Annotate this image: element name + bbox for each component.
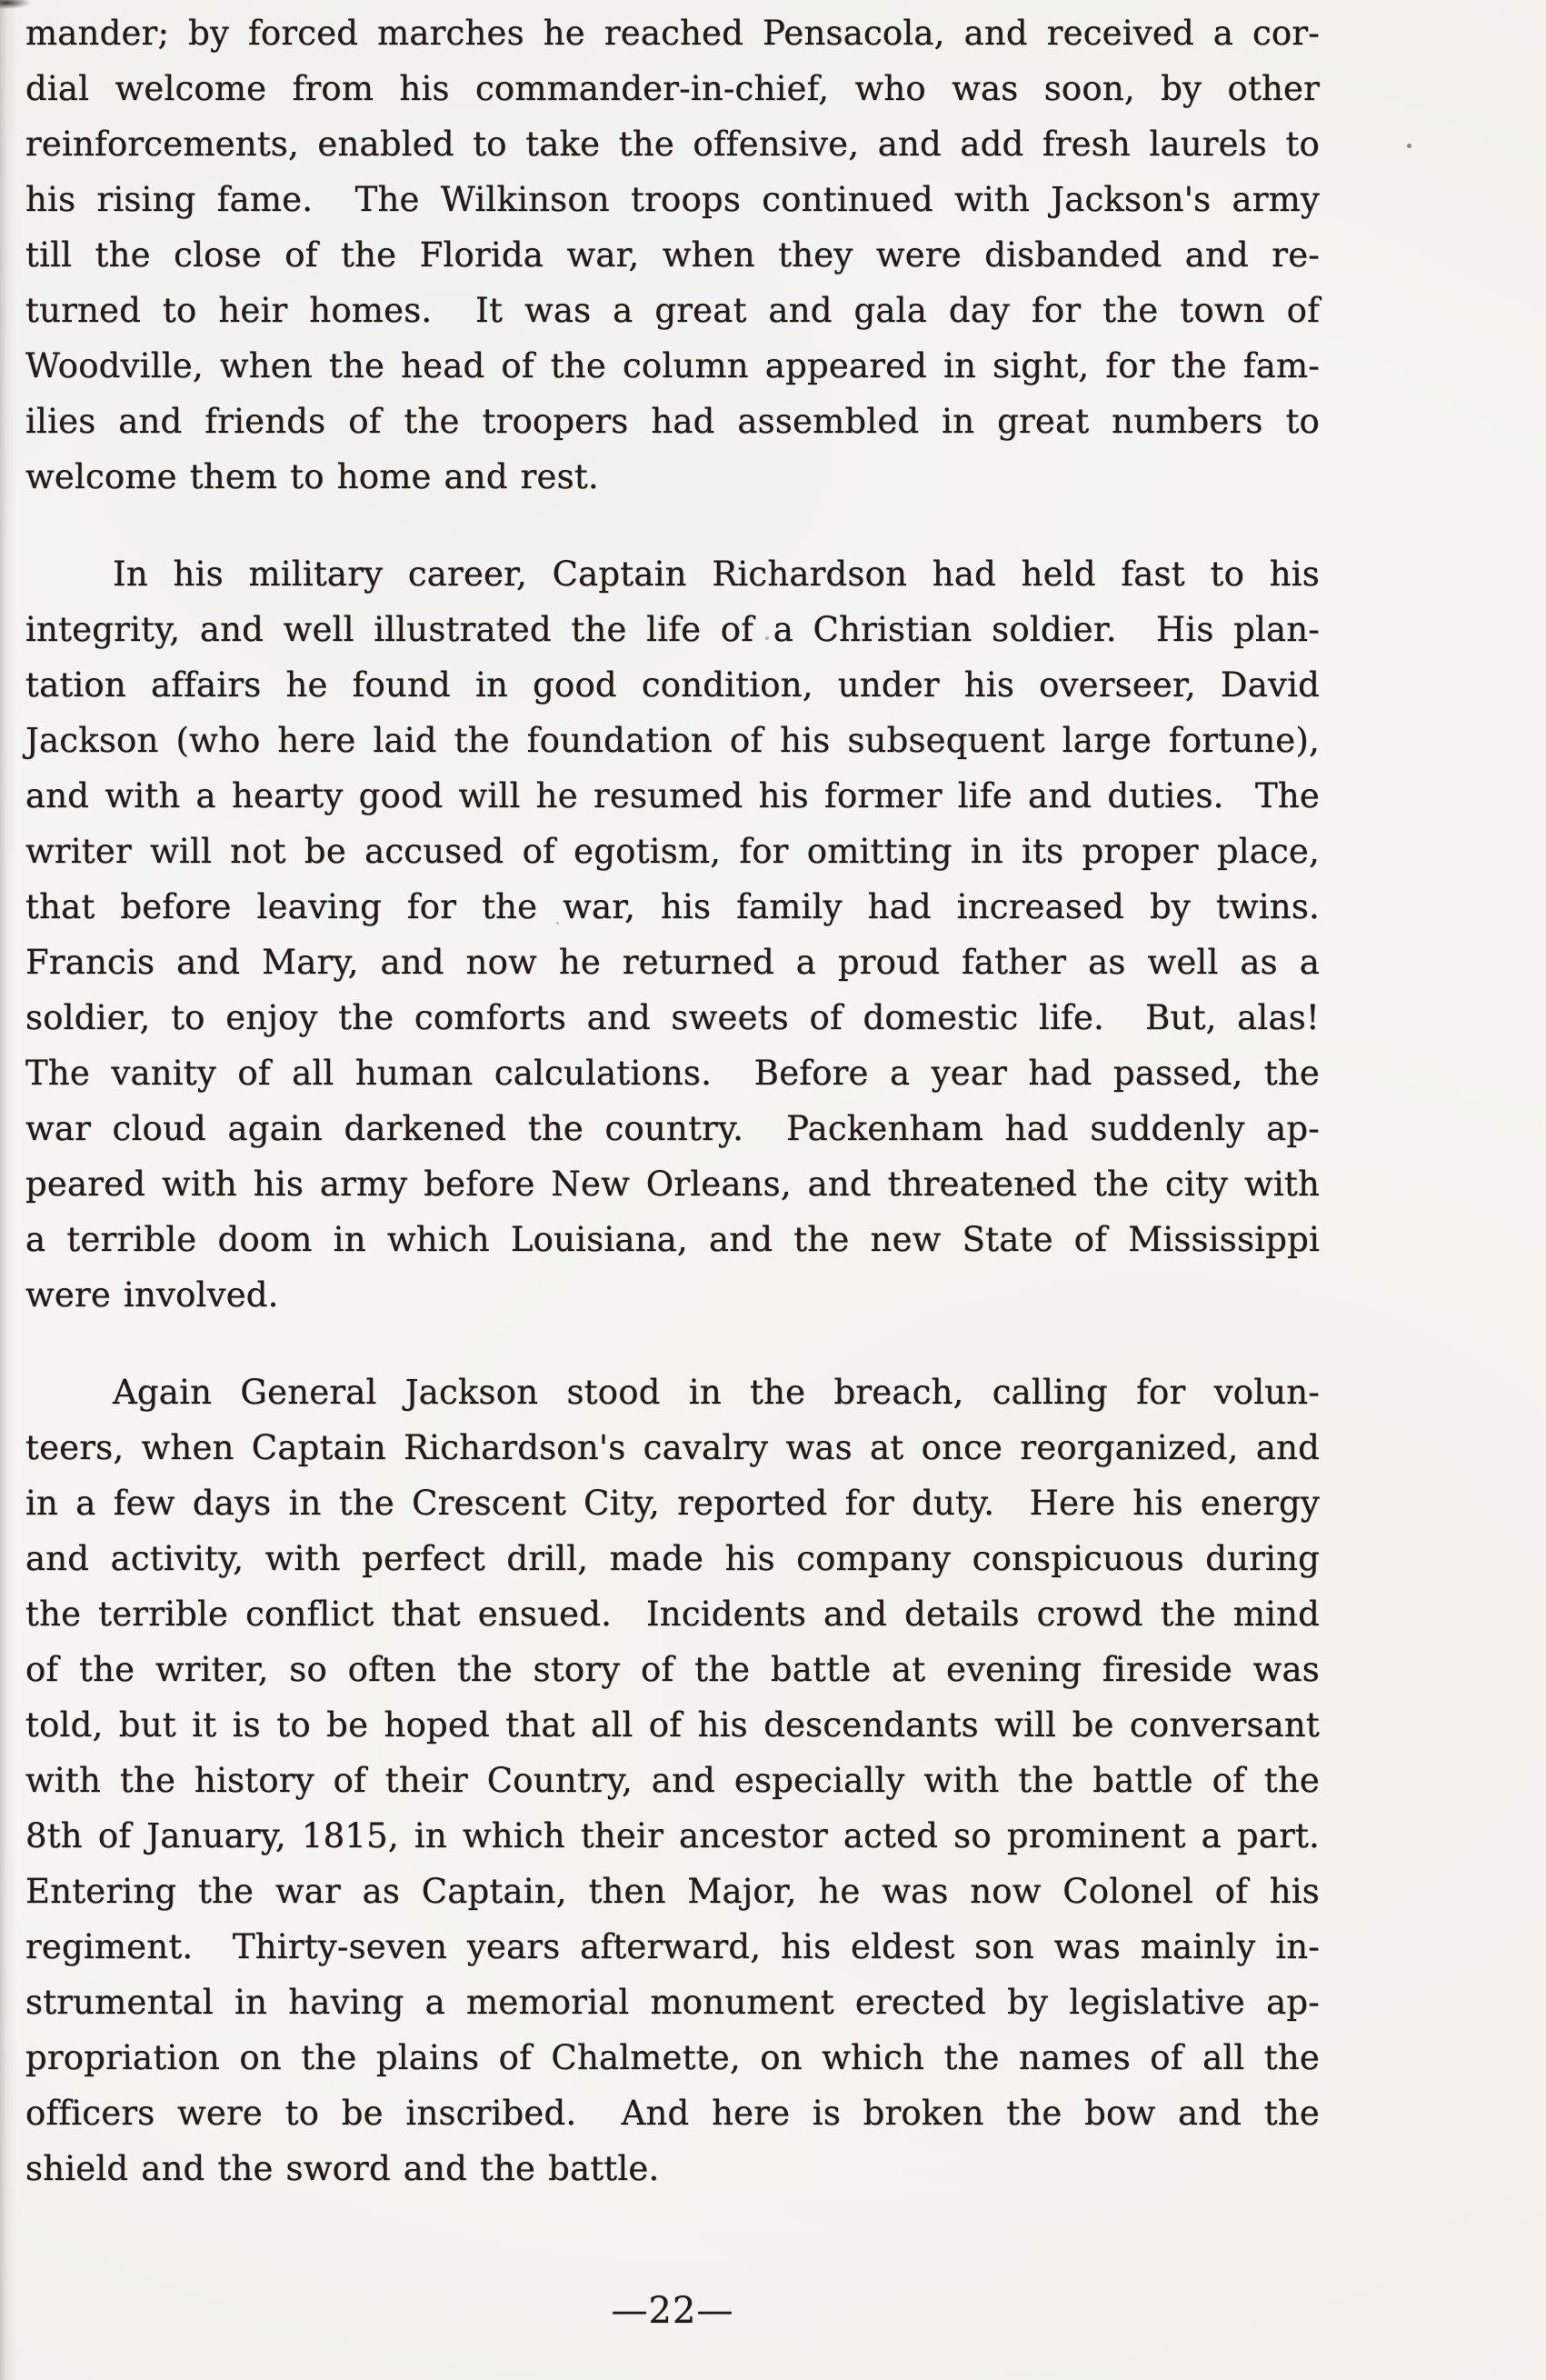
text-line: peared with his army before New Orleans, and threatened the city with xyxy=(25,1165,1320,1204)
text-line: till the close of the Florida war, when they were disbanded and re- xyxy=(25,235,1320,275)
text-line: integrity, and well illustrated the life of a Christian soldier. His plan- xyxy=(25,610,1320,649)
page-text xyxy=(25,5,1320,2331)
text-line: of the writer, so often the story of the battle at evening fireside was xyxy=(25,1650,1320,1689)
text-line: propriation on the plains of Chalmette, on which the names of all the xyxy=(25,2038,1320,2077)
text-line: shield and the sword and the battle. xyxy=(25,2149,660,2188)
text-line: regiment. Thirty-seven years afterward, his eldest son was mainly in- xyxy=(25,1927,1320,1966)
paragraph-2 xyxy=(25,546,1320,1323)
page-number: —22— xyxy=(611,2290,734,2332)
scan-edge-shadow xyxy=(0,0,16,2380)
text-line: mander; by forced marches he reached Pensacola, and received a cor- xyxy=(25,14,1320,53)
text-line: writer will not be accused of egotism, for omitting in its proper place, xyxy=(25,832,1320,871)
text-line: with the history of their Country, and especially with the battle of the xyxy=(25,1761,1320,1800)
text-line: reinforcements, enabled to take the offensive, and add fresh laurels to xyxy=(25,125,1320,164)
paragraph-3 xyxy=(25,1365,1320,2196)
text-line: in a few days in the Crescent City, reported for duty. Here his energy xyxy=(25,1484,1320,1523)
text-line: Woodville, when the head of the column appeared in sight, for the fam- xyxy=(25,346,1320,385)
text-line: officers were to be inscribed. And here is broken the bow and the xyxy=(25,2094,1320,2133)
text-line: turned to heir homes. It was a great and gala day for the town of xyxy=(25,291,1320,330)
text-line: Again General Jackson stood in the breach, calling for volun- xyxy=(113,1373,1320,1412)
paragraph-1 xyxy=(25,5,1320,505)
text-line: teers, when Captain Richardson's cavalry was at once reorganized, and xyxy=(25,1428,1320,1467)
text-line: welcome them to home and rest. xyxy=(25,457,599,496)
text-line: told, but it is to be hoped that all of his descendants will be conversant xyxy=(25,1705,1320,1745)
text-line: strumental in having a memorial monument erected by legislative ap- xyxy=(25,1983,1320,2022)
text-line: The vanity of all human calculations. Before a year had passed, the xyxy=(25,1054,1320,1093)
text-line: Francis and Mary, and now he returned a proud father as well as a xyxy=(25,943,1320,982)
ink-speck xyxy=(1407,144,1411,148)
text-line: the terrible conflict that ensued. Incidents and details crowd the mind xyxy=(25,1595,1320,1634)
text-line: and activity, with perfect drill, made his company conspicuous during xyxy=(25,1539,1320,1578)
text-line: soldier, to enjoy the comforts and sweets of domestic life. But, alas! xyxy=(25,998,1320,1037)
text-line: In his military career, Captain Richardson had held fast to his xyxy=(113,555,1320,594)
text-line: a terrible doom in which Louisiana, and the new State of Mississippi xyxy=(25,1220,1320,1259)
text-line: dial welcome from his commander-in-chief, who was soon, by other xyxy=(25,69,1320,108)
text-line: that before leaving for the war, his family had increased by twins. xyxy=(25,887,1320,926)
text-line: Jackson (who here laid the foundation of his subsequent large fortune), xyxy=(25,721,1320,760)
text-line: Entering the war as Captain, then Major, he was now Colonel of his xyxy=(25,1872,1320,1911)
text-line: his rising fame. The Wilkinson troops continued with Jackson's army xyxy=(25,180,1320,219)
text-line: 8th of January, 1815, in which their ancestor acted so prominent a part. xyxy=(25,1816,1320,1855)
text-line: ilies and friends of the troopers had assembled in great numbers to xyxy=(25,402,1320,441)
text-line: tation affairs he found in good condition, under his overseer, David xyxy=(25,665,1320,705)
text-line: and with a hearty good will he resumed his former life and duties. The xyxy=(25,776,1320,815)
text-line: war cloud again darkened the country. Packenham had suddenly ap- xyxy=(25,1109,1320,1148)
text-line: were involved. xyxy=(25,1275,279,1315)
